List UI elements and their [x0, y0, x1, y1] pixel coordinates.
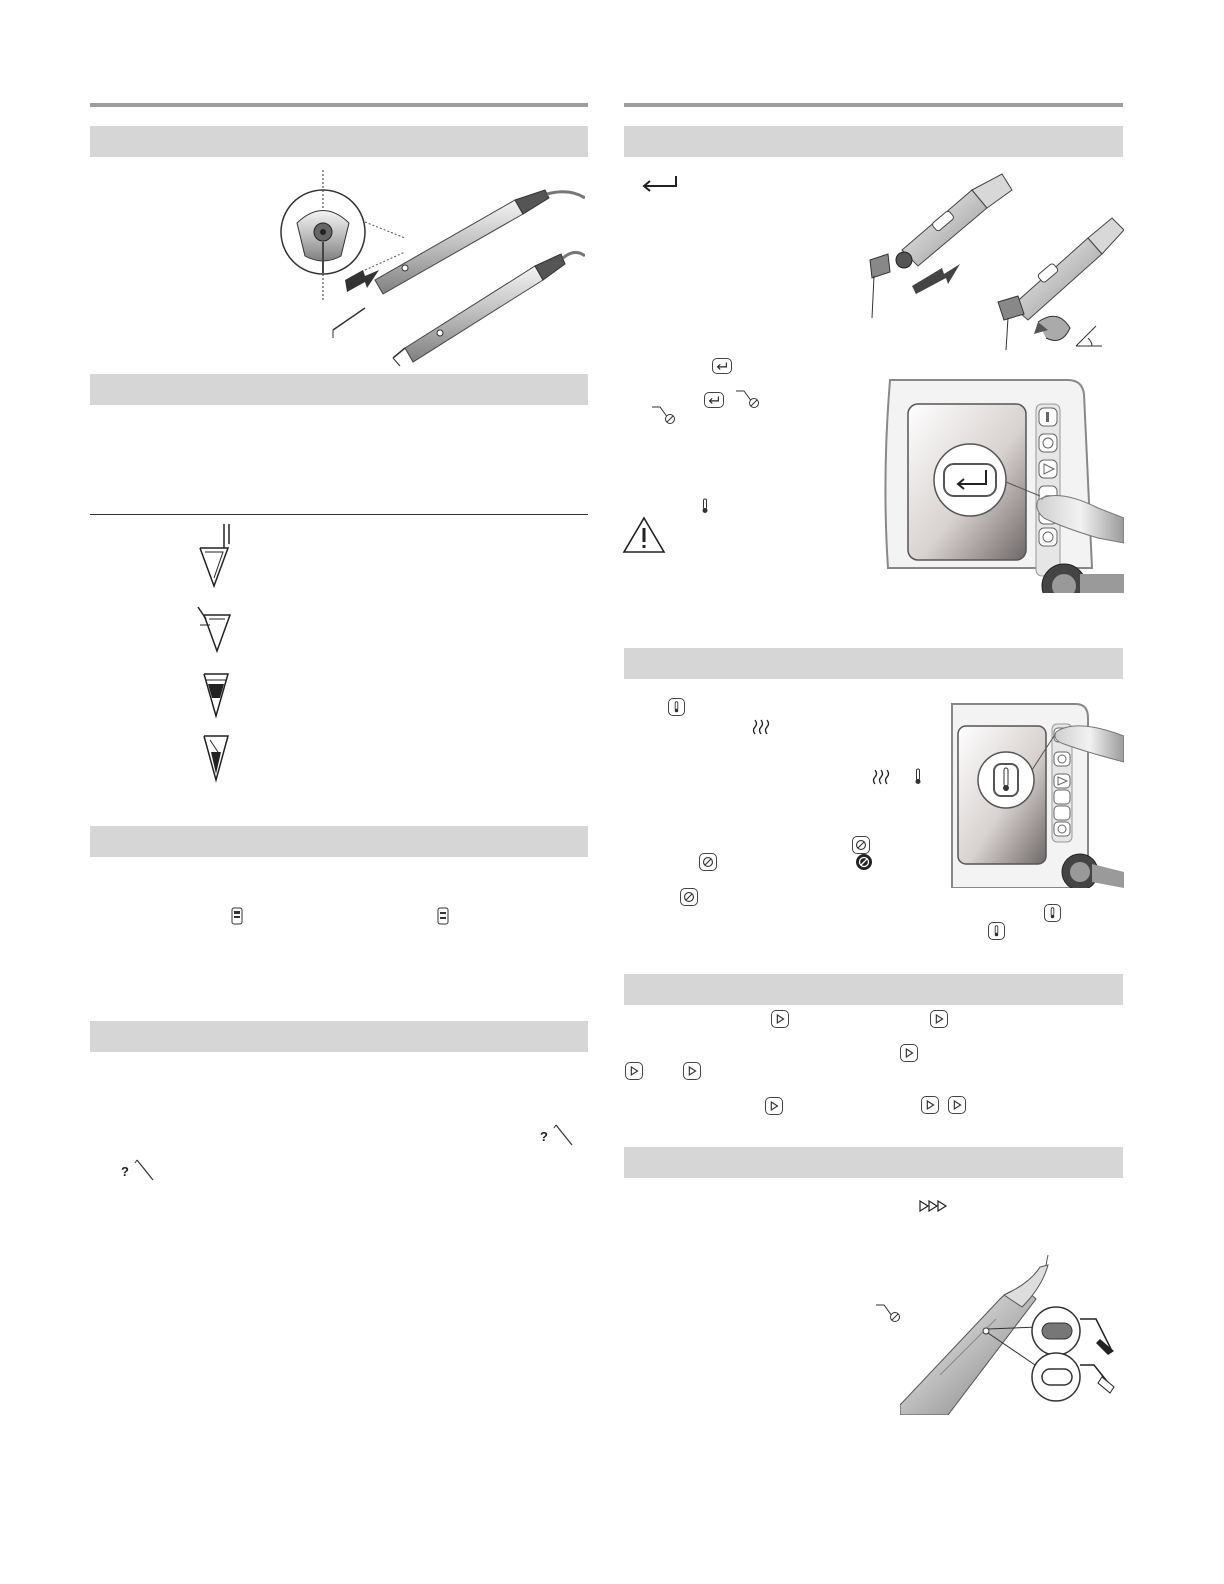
control-panel-enter-illustration — [868, 378, 1124, 593]
play-button-icon — [765, 1097, 783, 1115]
enter-icon — [712, 358, 732, 374]
question-mark: ? — [540, 1129, 548, 1144]
file-motor-icon — [734, 388, 762, 410]
play-button-icon — [771, 1010, 789, 1028]
left-section-band-1 — [90, 126, 588, 157]
left-section-band-4 — [90, 1021, 588, 1052]
apex-position-symbol-2 — [196, 605, 236, 655]
level-indicator-icon — [437, 907, 449, 925]
apex-position-symbol-4 — [196, 730, 236, 785]
right-section-band-3 — [624, 974, 1123, 1005]
thermometer-button-icon — [1044, 904, 1061, 922]
right-top-rule — [624, 103, 1123, 107]
motor-off-icon — [855, 853, 873, 871]
right-section-band-4 — [624, 1147, 1123, 1178]
motor-button-icon — [852, 836, 870, 854]
file-attach-rotate-illustration — [862, 168, 1124, 353]
left-section-band-3 — [90, 826, 588, 857]
right-section-band-1 — [624, 126, 1123, 157]
left-top-rule — [90, 103, 588, 107]
play-button-icon — [921, 1096, 939, 1114]
left-section-band-2 — [90, 374, 588, 405]
thermometer-button-icon — [668, 698, 685, 716]
question-mark: ? — [121, 1164, 129, 1179]
heat-waves-icon — [872, 768, 890, 786]
play-button-icon — [625, 1062, 643, 1080]
enter-icon — [704, 392, 724, 408]
warning-icon — [622, 516, 666, 554]
right-section-band-2 — [624, 648, 1123, 679]
thermometer-icon — [914, 768, 922, 786]
heat-waves-icon — [752, 718, 770, 736]
question-file-icon — [121, 1158, 157, 1184]
triple-play-icon — [918, 1200, 950, 1212]
thermometer-button-icon — [988, 922, 1005, 940]
apex-position-symbol-1 — [196, 520, 236, 590]
table-top-rule — [90, 514, 588, 515]
enter-icon — [640, 174, 680, 192]
play-button-icon — [948, 1096, 966, 1114]
level-indicator-icon — [231, 907, 243, 925]
apex-position-symbol-3 — [196, 668, 236, 720]
thermometer-icon — [701, 498, 709, 514]
motor-button-icon — [699, 853, 717, 871]
handpiece-file-insertion-illustration — [275, 168, 585, 368]
play-button-icon — [683, 1062, 701, 1080]
motor-button-icon — [680, 888, 698, 906]
handpiece-led-illustration — [900, 1255, 1124, 1415]
question-file-icon — [540, 1123, 576, 1149]
control-panel-thermometer-illustration — [946, 700, 1124, 888]
play-button-icon — [900, 1044, 918, 1062]
file-motor-icon — [650, 404, 678, 426]
play-button-icon — [930, 1010, 948, 1028]
